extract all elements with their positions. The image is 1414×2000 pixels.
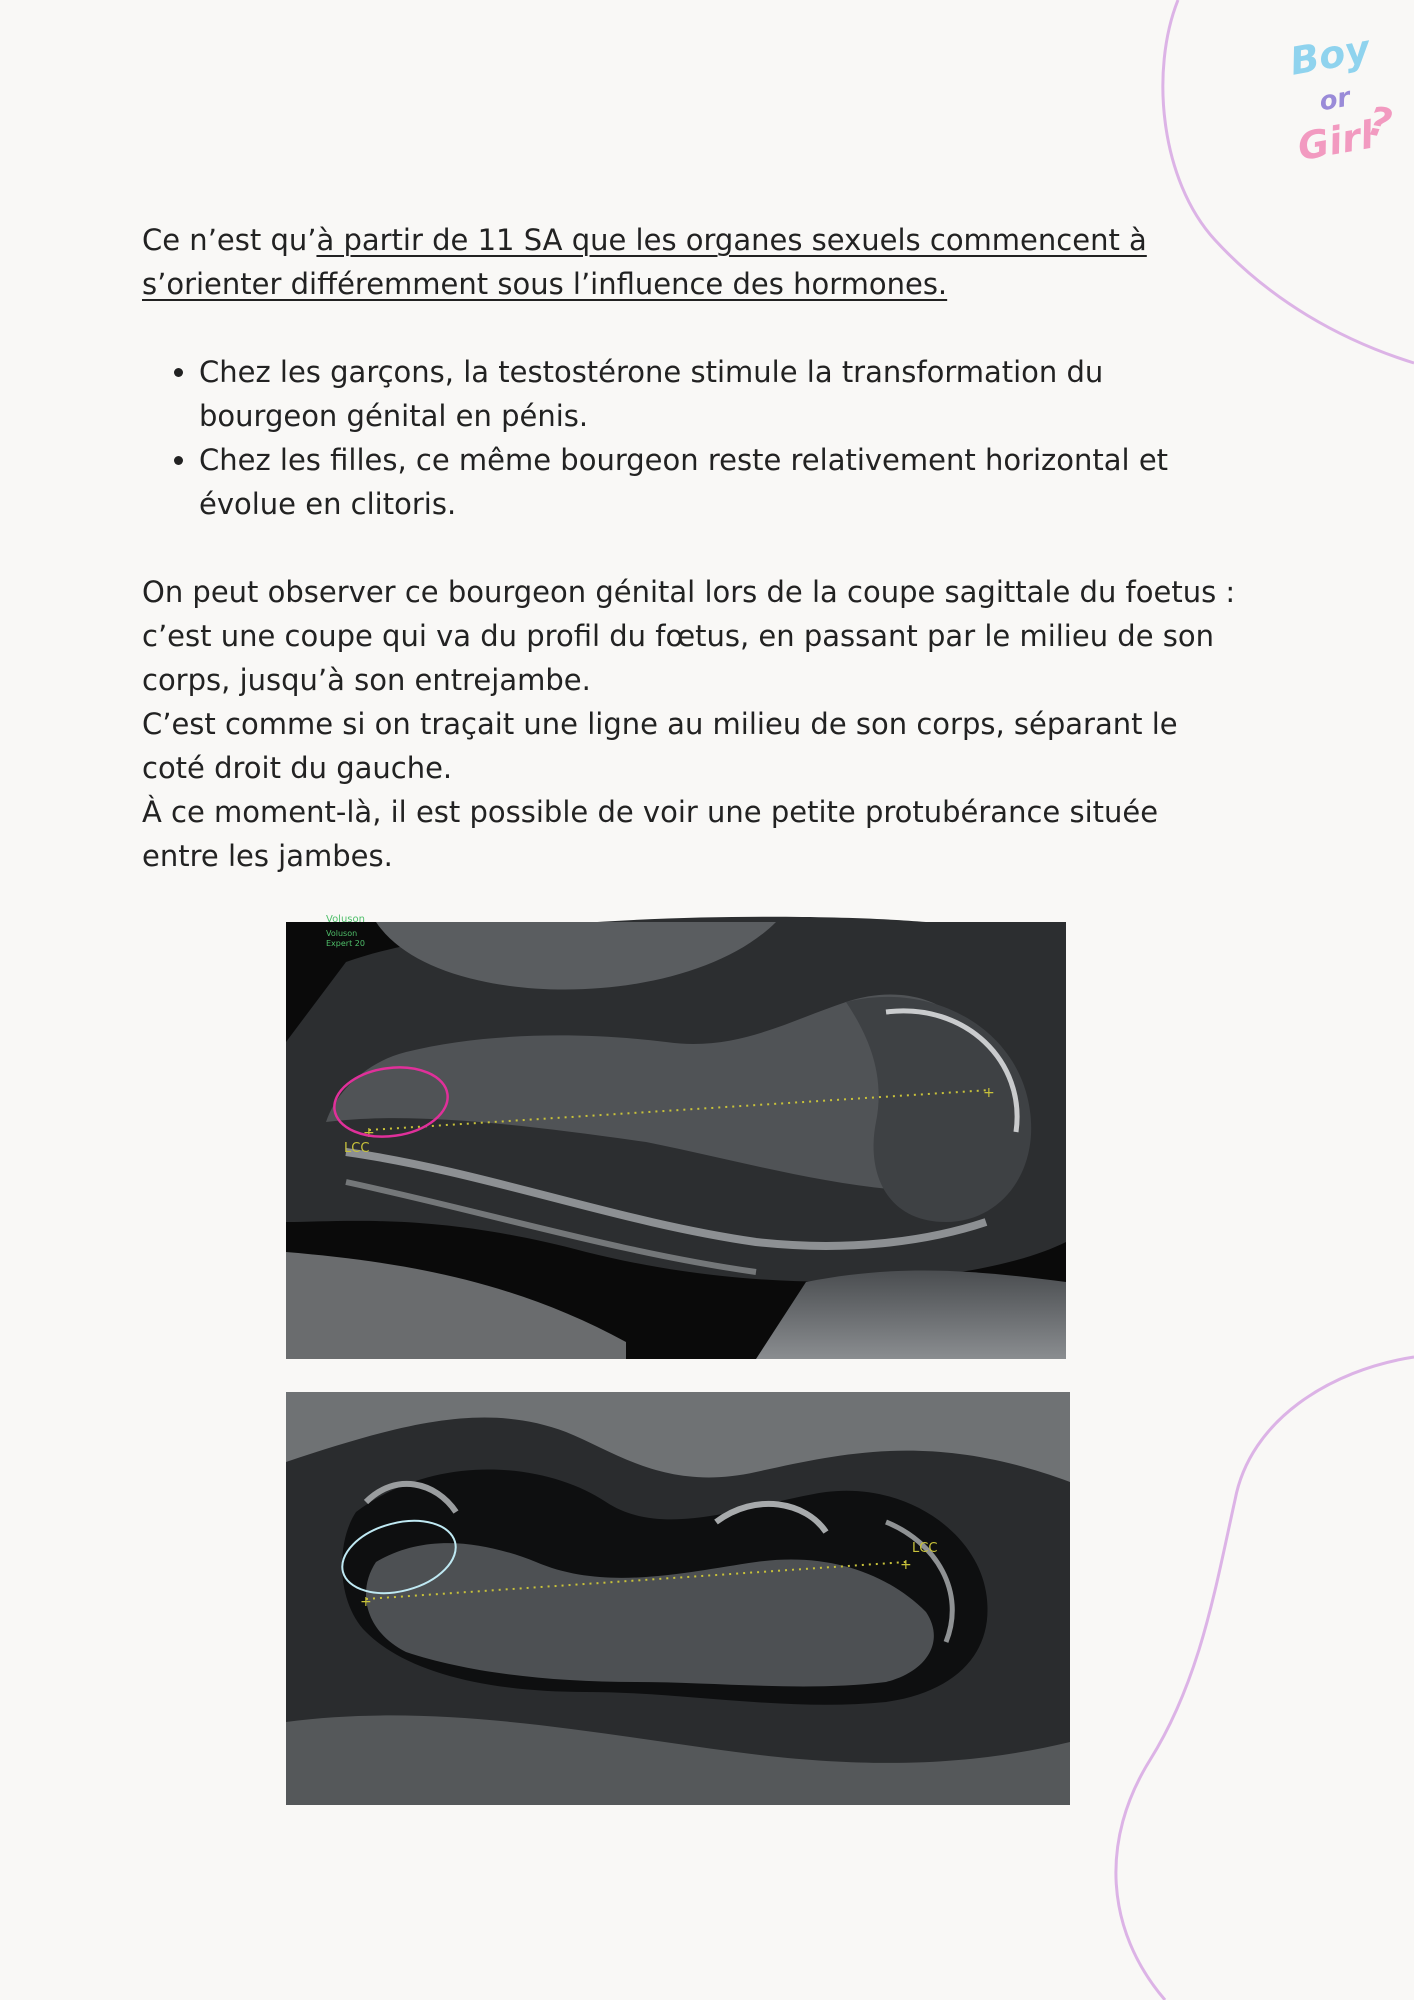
logo-question-mark: ? [1364, 98, 1396, 148]
lcc-label: LCC [912, 1541, 938, 1556]
brand-label-1: Voluson [326, 929, 358, 938]
body-paragraph-3: À ce moment-là, il est possible de voir une petite protubérance située entre les jambes. [142, 795, 1159, 873]
logo-boy: Boy [1286, 26, 1373, 84]
svg-text:+: + [363, 1125, 375, 1141]
boy-or-girl-logo [1280, 28, 1400, 168]
brand-label-2: Expert 20 [326, 939, 365, 948]
ultrasound-image-boy [286, 914, 1066, 1359]
bottom-right-curve [1116, 1357, 1414, 2000]
document-text [142, 218, 1242, 878]
svg-text:+: + [900, 1557, 912, 1573]
intro-underlined: à partir de 11 SA que les organes sexuels commencent à s’orienter différemment sous l’influence des hormones. [142, 223, 1147, 301]
svg-text:+: + [983, 1085, 995, 1101]
brand-label: Voluson [326, 914, 365, 925]
body-paragraph-1: On peut observer ce bourgeon génital lors de la coupe sagittale du foetus : c’est une coupe qui va du profil du fœtus, en passant par le milieu de son corps, jusqu’à son entrejambe. [142, 575, 1236, 697]
bullet-list [142, 350, 1242, 526]
svg-text:+: + [360, 1594, 372, 1610]
logo-or: or [1317, 82, 1353, 118]
intro-paragraph [142, 218, 1242, 306]
list-item: • Chez les garçons, la testostérone stimule la transformation du bourgeon génital en pénis. [199, 350, 1242, 438]
logo-girl: Girl [1294, 112, 1377, 170]
ultrasound-image-girl [286, 1392, 1070, 1805]
intro-prefix: Ce n’est qu’ [142, 223, 317, 257]
lcc-label: LCC [344, 1141, 370, 1156]
list-item: • Chez les filles, ce même bourgeon reste relativement horizontal et évolue en clitoris. [199, 438, 1242, 526]
body-paragraph-2: C’est comme si on traçait une ligne au milieu de son corps, séparant le coté droit du gauche. [142, 707, 1178, 785]
